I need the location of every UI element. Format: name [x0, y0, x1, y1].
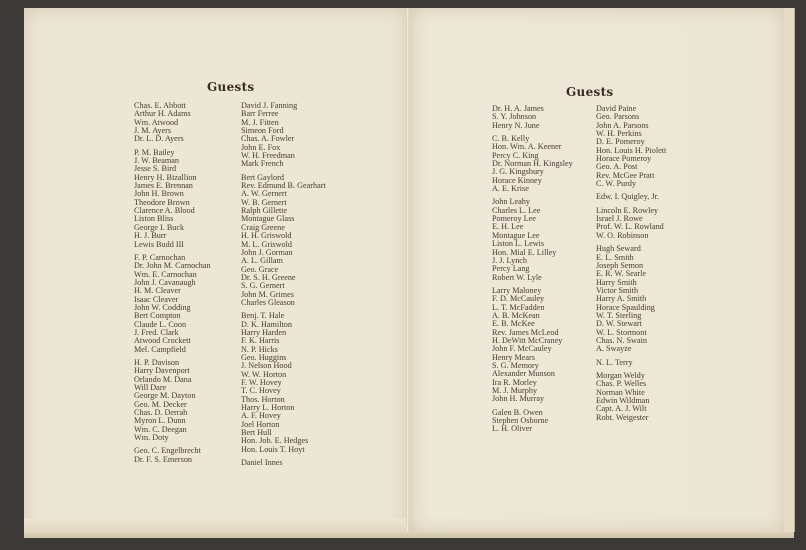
guest-name: Ira R. Morley: [492, 377, 537, 387]
guest-name: F. W. Hovey: [241, 378, 282, 387]
guest-name: Geo. Parsons: [596, 112, 640, 122]
guest-name: Wm. C. Deegan: [134, 424, 187, 434]
guest-name: H. H. Griswold: [241, 231, 292, 241]
guest-name: A. F. Hovey: [241, 411, 281, 421]
guest-name: Pomeroy Lee: [492, 214, 536, 224]
guest-name: Joseph Semon: [596, 260, 644, 270]
guest-name: John F. McCauley: [492, 344, 552, 354]
guest-name: Chas. E. Abbott: [134, 101, 186, 110]
guest-name: John J. Cavanaugh: [134, 277, 196, 287]
guest-name: Chas. P. Welles: [596, 379, 647, 389]
guest-name: J. G. Kingsbury: [492, 167, 544, 177]
guest-name: J. Nelson Hood: [241, 361, 292, 371]
guest-name: John J. Gorman: [241, 247, 293, 257]
guest-name: Harry A. Smith: [596, 294, 647, 304]
guest-name: S. Y. Johnson: [492, 112, 537, 122]
guest-name: Wm. Doty: [134, 433, 169, 443]
guest-name: Atwood Crockett: [134, 336, 191, 346]
guest-name: Robert W. Lyle: [492, 272, 542, 282]
guest-name: M. J. Murphy: [492, 386, 538, 395]
right-guest-column-1: [492, 105, 573, 434]
guest-name: Montague Glass: [241, 214, 295, 224]
guest-name: N. L. Terry: [596, 357, 633, 367]
guest-name: F. D. McCauley: [492, 294, 545, 304]
guest-name: George I. Buck: [134, 222, 185, 232]
guest-name: A. E. Krise: [492, 184, 529, 194]
guest-name: J. M. Ayers: [134, 126, 172, 136]
guest-name: Horace Spaulding: [596, 302, 655, 312]
guest-name: N. P. Hicks: [241, 344, 278, 354]
guest-name: H. DeWitt McCraney: [492, 335, 563, 345]
guest-name: W. H. Freedman: [241, 151, 295, 161]
guest-name: Hon. Louis T. Hoyt: [241, 444, 305, 454]
guest-name: Mel. Campfield: [134, 344, 186, 354]
guest-name: J. W. Beaman: [134, 156, 180, 166]
guest-name: Stephen Osborne: [492, 416, 549, 426]
guest-name: M. J. Fitten: [241, 117, 279, 127]
guest-name: S. G. Memory: [492, 360, 539, 370]
guest-name: Hon. Mial E. Lilley: [492, 247, 557, 257]
guest-name: Morgan Weldy: [596, 370, 645, 380]
guest-name: Dr. S. H. Greene: [241, 272, 296, 282]
guest-name: D. W. Stewart: [596, 319, 642, 329]
left-guest-column-1: [134, 102, 211, 464]
guest-name: Lewis Budd III: [134, 239, 185, 249]
guest-name: John A. Parsons: [596, 120, 649, 130]
guest-name: Montague Lee: [492, 230, 540, 240]
guest-name: H. M. Cleaver: [134, 286, 181, 296]
guest-name: Geo. C. Engelbrecht: [134, 446, 201, 456]
guest-name: M. L. Griswold: [241, 239, 292, 249]
guest-name: C. W. Purdy: [596, 179, 637, 189]
guest-name: L. H. Oliver: [492, 424, 533, 434]
guest-name: Bert Compton: [134, 311, 181, 321]
guest-name: W. H. Perkins: [596, 129, 642, 139]
guest-name: E. L. Smith: [596, 252, 634, 262]
guest-name: Lincoln E. Rowley: [596, 205, 659, 215]
guest-name: Galen B. Owen: [492, 407, 543, 417]
guest-name: Henry Mears: [492, 352, 535, 362]
guest-name: Horace Kinney: [492, 175, 542, 185]
guest-name: Rev. Edmund B. Gearhart: [241, 181, 326, 191]
guest-name: Horace Pomeroy: [596, 154, 652, 164]
guest-name: L. T. McFadden: [492, 302, 545, 312]
guest-name: H. J. Burr: [134, 231, 167, 241]
guest-name: Geo. Grace: [241, 264, 279, 274]
guest-name: Harry L. Horton: [241, 403, 295, 413]
left-page-heading: Guests: [207, 80, 255, 94]
guest-name: Barr Ferree: [241, 109, 279, 119]
guest-name: Isaac Cleaver: [134, 294, 179, 304]
guest-name: E. B. McKee: [492, 319, 535, 329]
guest-name: Orlando M. Dana: [134, 374, 192, 384]
guest-name: P. M. Bailey: [134, 147, 175, 157]
guest-name: James E. Brennan: [134, 181, 193, 191]
guest-name: W. L. Stormont: [596, 327, 647, 337]
guest-name: Robt. Weigester: [596, 412, 649, 422]
guest-name: Edwin Wildman: [596, 396, 650, 405]
guest-name: Larry Maloney: [492, 285, 542, 295]
guest-name: E. H. Lee: [492, 222, 524, 232]
guest-name: Dr. L. D. Ayers: [134, 134, 184, 144]
guest-name: A. B. McKean: [492, 310, 540, 320]
guest-name: Geo. A. Post: [596, 162, 638, 172]
guest-name: John M. Grimes: [241, 289, 294, 299]
guest-name: John E. Fox: [241, 142, 281, 152]
guest-name: Thos. Horton: [241, 394, 285, 404]
guest-name: Henry N. June: [492, 120, 540, 130]
guest-name: Ralph Gillette: [241, 206, 288, 216]
booklet-right-edge: [784, 8, 794, 532]
guest-name: Capt. A. J. Wilt: [596, 404, 647, 414]
guest-name: Bert Gaylord: [241, 172, 284, 182]
left-guest-column-2: [241, 102, 326, 467]
guest-name: Simeon Ford: [241, 126, 284, 136]
guest-name: Dr. John M. Carnochan: [134, 261, 211, 271]
guest-name: Chas. A. Fowler: [241, 134, 295, 144]
guest-name: W. W. Horton: [241, 369, 287, 379]
guest-name: E. R. W. Searle: [596, 269, 647, 279]
guest-name: Prof. W. L. Rowland: [596, 222, 664, 232]
guest-name: Bert Hull: [241, 428, 272, 438]
guest-name: Edw. I. Quigley, Jr.: [596, 192, 659, 202]
guest-name: Mark French: [241, 159, 284, 169]
guest-name: Harry Smith: [596, 277, 637, 287]
guest-name: John H. Brown: [134, 189, 184, 199]
guest-name: J. J. Lynch: [492, 255, 528, 265]
guest-name: D. E. Pomeroy: [596, 137, 645, 147]
guest-name: Liston Bliss: [134, 214, 174, 224]
guest-name: Theodore Brown: [134, 197, 190, 207]
guest-name: Myron L. Dunn: [134, 416, 186, 426]
guest-name: Craig Greene: [241, 222, 285, 232]
guest-name: Arthur H. Adams: [134, 109, 191, 119]
guest-name: Percy Lang: [492, 264, 530, 274]
guest-name: Harry Davenport: [134, 366, 190, 376]
guest-name: T. C. Hovey: [241, 386, 281, 396]
guest-name: J. Fred. Clark: [134, 327, 179, 337]
guest-name: Joel Horton: [241, 419, 280, 429]
guest-name: George M. Dayton: [134, 391, 196, 401]
guest-name: W. T. Sterling: [596, 310, 642, 320]
guest-name: F. P. Carnochan: [134, 252, 186, 262]
guest-name: David Paine: [596, 104, 637, 113]
guest-name: Rev. McGee Pratt: [596, 170, 655, 180]
guest-name: Henry H. Bizallion: [134, 172, 197, 182]
guest-name: A. Swayze: [596, 344, 632, 354]
guest-name: W. B. Gernert: [241, 197, 287, 207]
guest-name: Chas. D. Derrah: [134, 408, 188, 418]
guest-name: Dr. H. A. James: [492, 104, 544, 113]
guest-name: Geo. Huggins: [241, 352, 287, 362]
guest-name: A. W. Gernert: [241, 189, 287, 199]
guest-name: Victor Smith: [596, 285, 639, 295]
guest-name: Hon. Wm. A. Keener: [492, 142, 562, 152]
guest-name: Israel J. Rowe: [596, 214, 643, 224]
guest-name: Harry Harden: [241, 327, 287, 337]
guest-name: Percy C. King: [492, 150, 539, 160]
guest-name: Hon. Job. E. Hedges: [241, 436, 309, 446]
guest-name: Daniel Innes: [241, 458, 283, 468]
guest-name: Hon. Louis H. Piolett: [596, 145, 667, 155]
guest-name: John Leahy: [492, 197, 530, 207]
guest-name: Rev. James McLeod: [492, 327, 559, 337]
guest-name: Dr. F. S. Emerson: [134, 454, 193, 464]
guest-name: Dr. Norman H. Kingsley: [492, 159, 573, 169]
right-page-heading: Guests: [566, 85, 614, 99]
guest-name: Clarence A. Blood: [134, 206, 195, 216]
guest-name: A. L. Gillam: [241, 256, 283, 266]
right-guest-column-2: [596, 105, 666, 422]
center-fold: [406, 8, 409, 532]
guest-name: Claude L. Coon: [134, 319, 187, 329]
guest-name: D. K. Hamilton: [241, 319, 292, 329]
guest-name: Wm. Atwood: [134, 117, 179, 127]
guest-name: Norman White: [596, 387, 645, 397]
guest-name: Charles Gleason: [241, 297, 295, 307]
guest-name: Wm. E. Carnochan: [134, 269, 197, 279]
guest-name: H. P. Davison: [134, 357, 180, 367]
guest-name: F. K. Harris: [241, 336, 280, 346]
guest-name: Jesse S. Bird: [134, 164, 177, 174]
guest-name: Charles L. Lee: [492, 205, 541, 215]
guest-name: Geo. M. Decker: [134, 399, 187, 409]
guest-name: David J. Fanning: [241, 101, 298, 110]
guest-name: Benj. T. Hale: [241, 311, 285, 321]
guest-name: John H. Murray: [492, 394, 545, 404]
guest-name: Will Dare: [134, 383, 167, 392]
guest-name: C. B. Kelly: [492, 134, 530, 144]
guest-name: Alexander Munson: [492, 369, 555, 379]
guest-name: W. O. Robinson: [596, 230, 649, 240]
guest-name: Liston L. Lewis: [492, 239, 545, 249]
guest-name: John W. Codding: [134, 302, 191, 312]
guest-name: Chas. N. Swain: [596, 335, 647, 345]
guest-name: Hugh Seward: [596, 244, 641, 254]
guest-name: S. G. Gernert: [241, 281, 285, 291]
